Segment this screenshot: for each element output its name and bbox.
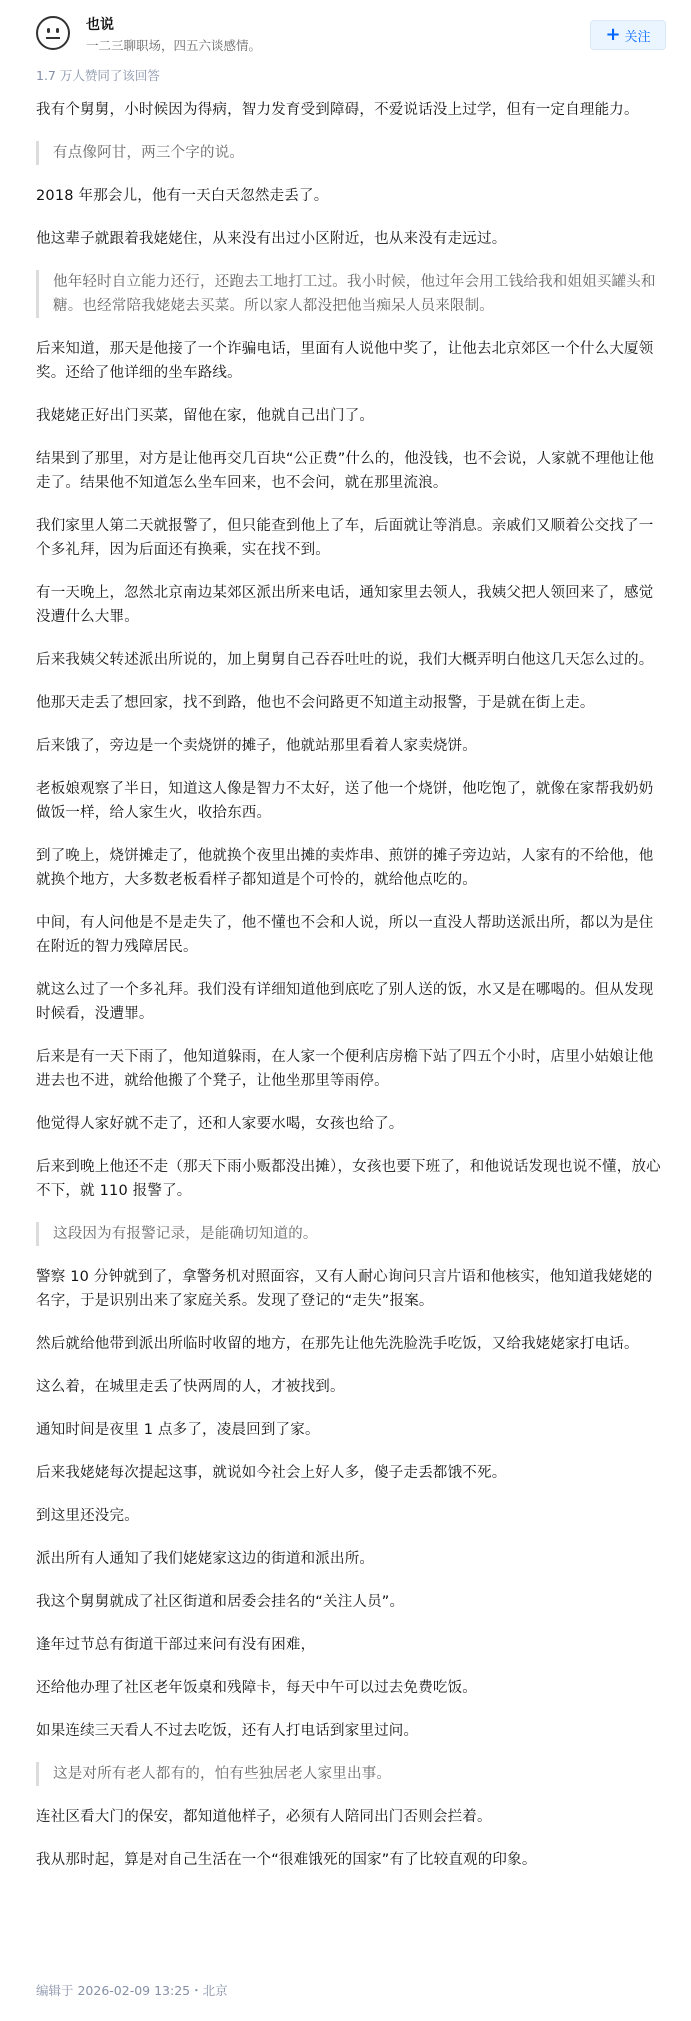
paragraph: 他这辈子就跟着我姥姥住，从来没有出过小区附近，也从来没有走远过。 (36, 231, 507, 247)
paragraph: 我这个舅舅就成了社区街道和居委会挂名的“关注人员”。 (36, 1594, 405, 1610)
paragraph: 有一天晚上，忽然北京南边某郊区派出所来电话，通知家里去领人，我姨父把人领回来了，感觉没遭什么大罪。 (36, 585, 654, 625)
paragraph: 连社区看大门的保安，都知道他样子，必须有人陪同出门否则会拦着。 (36, 1809, 492, 1825)
paragraph: 这么着，在城里走丢了快两周的人，才被找到。 (36, 1379, 345, 1395)
avatar-mouth (46, 37, 60, 39)
paragraph: 如果连续三天看人不过去吃饭，还有人打电话到家里过问。 (36, 1723, 419, 1739)
blockquote: 他年轻时自立能力还行，还跑去工地打工过。我小时候，他过年会用工钱给我和姐姐买罐头和糖。也经常陪我姥姥去买菜。所以家人都没把他当痴呆人员来限制。 (36, 270, 666, 318)
paragraph: 警察 10 分钟就到了，拿警务机对照面容，又有人耐心询问只言片语和他核实，他知道我姥姥的名字，于是识别出来了家庭关系。发现了登记的“走失”报案。 (36, 1269, 653, 1309)
paragraph: 结果到了那里，对方是让他再交几百块“公正费”什么的，他没钱，也不会说，人家就不理他让他走了。结果他不知道怎么坐车回来，也不会问，就在那里流浪。 (36, 451, 655, 491)
paragraph: 就这么过了一个多礼拜。我们没有详细知道他到底吃了别人送的饭，水又是在哪喝的。但从发现时候看，没遭罪。 (36, 982, 654, 1022)
paragraph: 后来我姥姥每次提起这事，就说如今社会上好人多，傻子走丢都饿不死。 (36, 1465, 507, 1481)
author-bio: 一二三聊职场，四五六谈感情。 (86, 38, 262, 53)
paragraph: 后来是有一天下雨了，他知道躲雨，在人家一个便利店房檐下站了四五个小时，店里小姑娘让他进去也不进，就给他搬了个凳子，让他坐那里等雨停。 (36, 1049, 654, 1089)
follow-label: 关注 (624, 29, 651, 45)
paragraph: 后来饿了，旁边是一个卖烧饼的摊子，他就站那里看着人家卖烧饼。 (36, 738, 477, 754)
paragraph: 然后就给他带到派出所临时收留的地方，在那先让他先洗脸洗手吃饭，又给我姥姥家打电话。 (36, 1336, 639, 1352)
blockquote: 有点像阿甘，两三个字的说。 (36, 141, 666, 165)
paragraph: 2018 年那会儿，他有一天白天忽然走丢了。 (36, 188, 329, 204)
paragraph: 我有个舅舅，小时候因为得病，智力发育受到障碍，不爱说话没上过学，但有一定自理能力。 (36, 102, 639, 118)
answer-header (36, 14, 666, 56)
blockquote: 这是对所有老人都有的，怕有些独居老人家里出事。 (36, 1762, 666, 1786)
paragraph: 我姥姥正好出门买菜，留他在家，他就自己出门了。 (36, 408, 375, 424)
paragraph: 还给他办理了社区老年饭桌和残障卡，每天中午可以过去免费吃饭。 (36, 1680, 477, 1696)
paragraph: 老板娘观察了半日，知道这人像是智力不太好，送了他一个烧饼，他吃饱了，就像在家帮我奶奶做饭一样，给人家生火，收拾东西。 (36, 781, 654, 821)
follow-button[interactable] (590, 20, 666, 50)
paragraph: 他那天走丢了想回家，找不到路，他也不会问路更不知道主动报警，于是就在街上走。 (36, 695, 595, 711)
author-name[interactable]: 也说 (86, 17, 114, 33)
avatar-eye (56, 28, 59, 33)
plus-icon: + (605, 24, 621, 45)
answer-content (36, 98, 666, 1891)
paragraph: 逢年过节总有街道干部过来问有没有困难， (36, 1637, 316, 1653)
paragraph: 我从那时起，算是对自己生活在一个“很难饿死的国家”有了比较直观的印象。 (36, 1852, 537, 1868)
paragraph: 我们家里人第二天就报警了，但只能查到他上了车，后面就让等消息。亲戚们又顺着公交找了一个多礼拜，因为后面还有换乘，实在找不到。 (36, 518, 654, 558)
voters-count[interactable]: 1.7 万人赞同了该回答 (36, 68, 160, 83)
paragraph: 后来我姨父转述派出所说的，加上舅舅自己吞吞吐吐的说，我们大概弄明白他这几天怎么过的。 (36, 652, 654, 668)
paragraph: 到了晚上，烧饼摊走了，他就换个夜里出摊的卖炸串、煎饼的摊子旁边站，人家有的不给他，他就换个地方，大多数老板看样子都知道是个可怜的，就给他点吃的。 (36, 848, 654, 888)
paragraph: 到这里还没完。 (36, 1508, 139, 1524)
blockquote: 这段因为有报警记录，是能确切知道的。 (36, 1222, 666, 1246)
paragraph: 他觉得人家好就不走了，还和人家要水喝，女孩也给了。 (36, 1116, 404, 1132)
author-avatar[interactable] (36, 16, 70, 50)
paragraph: 派出所有人通知了我们姥姥家这边的街道和派出所。 (36, 1551, 375, 1567)
paragraph: 中间，有人问他是不是走失了，他不懂也不会和人说，所以一直没人帮助送派出所，都以为是住在附近的智力残障居民。 (36, 915, 654, 955)
paragraph: 后来到晚上他还不走（那天下雨小贩都没出摊），女孩也要下班了，和他说话发现也说不懂，放心不下，就 110 报警了。 (36, 1159, 661, 1199)
edit-time: 编辑于 2026-02-09 13:25・北京 (36, 1983, 228, 1998)
paragraph: 通知时间是夜里 1 点多了，凌晨回到了家。 (36, 1422, 320, 1438)
avatar-eye (47, 28, 50, 33)
paragraph: 后来知道，那天是他接了一个诈骗电话，里面有人说他中奖了，让他去北京郊区一个什么大厦领奖。还给了他详细的坐车路线。 (36, 341, 654, 381)
